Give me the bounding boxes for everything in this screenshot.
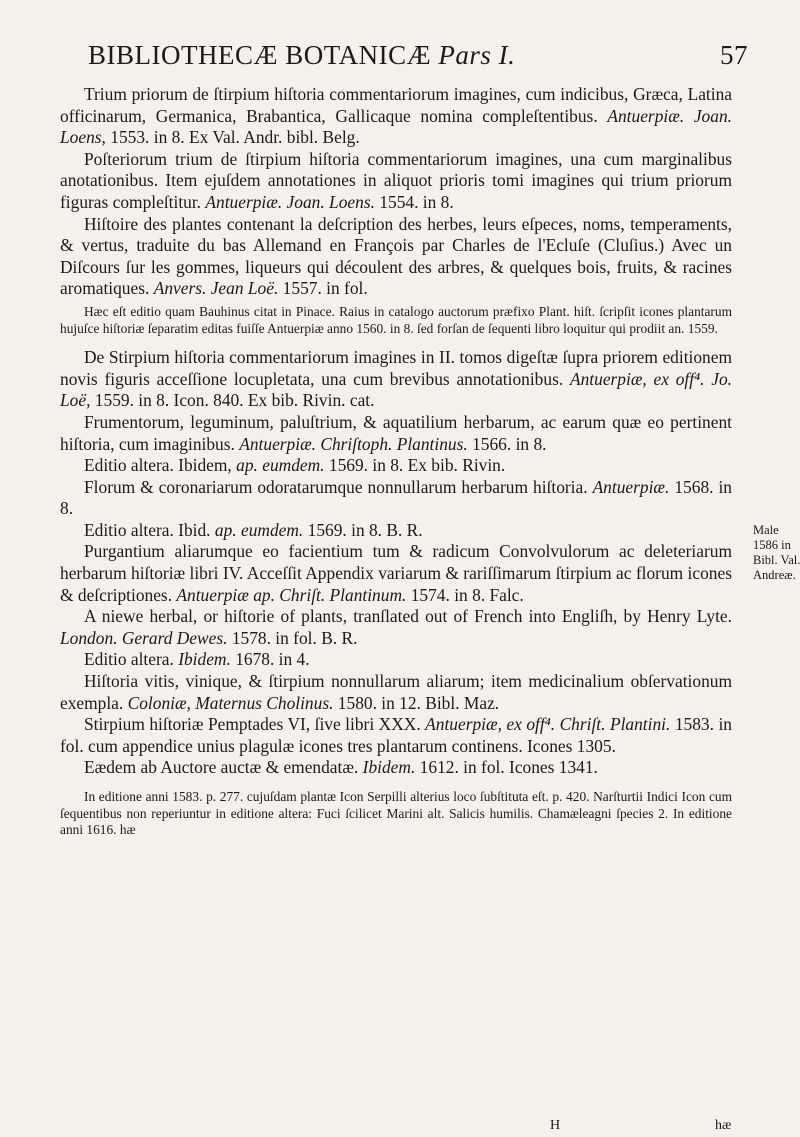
entry-eaedem: Eædem ab Auctore auctæ & emendatæ. Ibidem. 1612. in fol. Icones 1341. xyxy=(84,757,598,778)
entry-editio-altera-ibid: Editio altera. Ibid. ap. eumdem. 1569. in 8. B. R. xyxy=(84,519,423,540)
entry-frumentorum: Frumentorum, leguminum, paluſtrium, & aquatilium herbarum, ac earum quæ eo pertinent hiſtoria, cum imaginibus. Antuerpiæ. Chriſtoph. Plantinus. 1566. in 8. xyxy=(60,411,732,454)
header-title: BIBLIOTHECÆ BOTANICÆ xyxy=(88,40,432,70)
margin-note-line: Andreæ. xyxy=(753,568,796,582)
entry-histoire-des-plantes: Hiſtoire des plantes contenant la deſcription des herbes, leurs eſpeces, noms, temperaments, & vertus, traduite du bas Allemand en François par Charles de l'Ecluſe (Cluſius.) Avec un Diſcours ſur les gommes, liqueurs qui découlent des arbres, & quelques bois, fruits, & racines aromatiques. Anvers. Jean Loë. 1557. in fol. xyxy=(60,213,732,299)
catchword: hæ xyxy=(715,1118,732,1133)
page-body xyxy=(60,84,732,839)
margin-note xyxy=(753,523,800,583)
margin-note-line: 1586 in xyxy=(753,538,791,552)
margin-note-line: Bibl. Val. xyxy=(753,553,800,567)
entry-de-stirpium: De Stirpium hiſtoria commentariorum imagines in II. tomos digeſtæ ſupra priorem editionem novis figuris acceſſione locupletata, una cum brevibus annotationibus. Antuerpiæ, ex off⁴. Jo. Loë, 1559. in 8. Icon. 840. Ex bib. Rivin. cat. xyxy=(60,347,732,411)
footnote-editione-1583: In editione anni 1583. p. 277. cujuſdam plantæ Icon Serpilli alterius loco ſubſtituta eſt. p. 420. Narſturtii Indici Icon cum ſequentibus non reperiuntur in editione altera: Fuci ſcilicet Marini alt. Salicis humilis. Chamæleagni ſpecies 2. In editione anni 1616. hæ xyxy=(60,789,732,838)
page-number: 57 xyxy=(720,40,748,70)
signature-mark: H xyxy=(550,1118,561,1133)
entry-historia-vitis: Hiſtoria vitis, vinique, & ſtirpium nonnullarum aliarum; item medicinalium obſervationum exempla. Coloniæ, Maternus Cholinus. 1580. in 12. Bibl. Maz. xyxy=(60,671,732,713)
header-part: Pars I. xyxy=(438,40,516,70)
entry-niewe-herbal: A niewe herbal, or hiſtorie of plants, tranſlated out of French into Engliſh, by Henry Lyte. London. Gerard Dewes. 1578. in fol. B. R. xyxy=(60,606,732,648)
entry-posteriorum-trium: Poſteriorum trium de ſtirpium hiſtoria commentariorum imagines, una cum marginalibus anotationibus. Item ejuſdem annotationes in aliquot prioris tomi imagines qui trium priorum figuras compleſtitur. Antuerpiæ. Joan. Loens. 1554. in 8. xyxy=(60,148,732,212)
entry-trium-priorum: Trium priorum de ſtirpium hiſtoria commentariorum imagines, cum indicibus, Græca, Latina officinarum, Germanica, Brabantica, Gallicaque nomina compleſtentibus. Antuerpiæ. Joan. Loens, 1553. in 8. Ex Val. Andr. bibl. Belg. xyxy=(60,84,732,148)
entry-editio-altera-1569: Editio altera. Ibidem, ap. eumdem. 1569. in 8. Ex bib. Rivin. xyxy=(84,455,506,476)
signature-line xyxy=(550,1118,732,1134)
entry-florum: Florum & coronariarum odoratarumque nonnullarum herbarum hiſtoria. Antuerpiæ. 1568. in 8. xyxy=(60,476,732,519)
margin-note-line: Male xyxy=(753,523,779,537)
entry-editio-altera-1678: Editio altera. Ibidem. 1678. in 4. xyxy=(84,649,310,670)
note-bauhinus: Hæc eſt editio quam Bauhinus citat in Pinace. Raius in catalogo auctorum præfixo Plant. hiſt. ſcripſit icones plantarum hujuſce hiſtoriæ ſeparatim editas fuiſſe Antuerpiæ anno 1560. in 8. ſed forſan de ſequenti libro loquitur qui prodiit an. 1559. xyxy=(60,303,732,336)
entry-purgantium: Purgantium aliarumque eo facientium tum & radicum Convolvulorum ac deleteriarum herbarum hiſtoriæ libri IV. Acceſſit Appendix variarum & rariſſimarum ſtirpium ac florum icones & deſcriptiones. Antuerpiæ ap. Chriſt. Plantinum. 1574. in 8. Falc. xyxy=(60,541,732,605)
running-header xyxy=(88,40,748,71)
entry-pemptades: Stirpium hiſtoriæ Pemptades VI, ſive libri XXX. Antuerpiæ, ex off⁴. Chriſt. Plantini. 1583. in fol. cum appendice unius plagulæ icones tres plantarum continens. Icones 1305. xyxy=(60,714,732,756)
